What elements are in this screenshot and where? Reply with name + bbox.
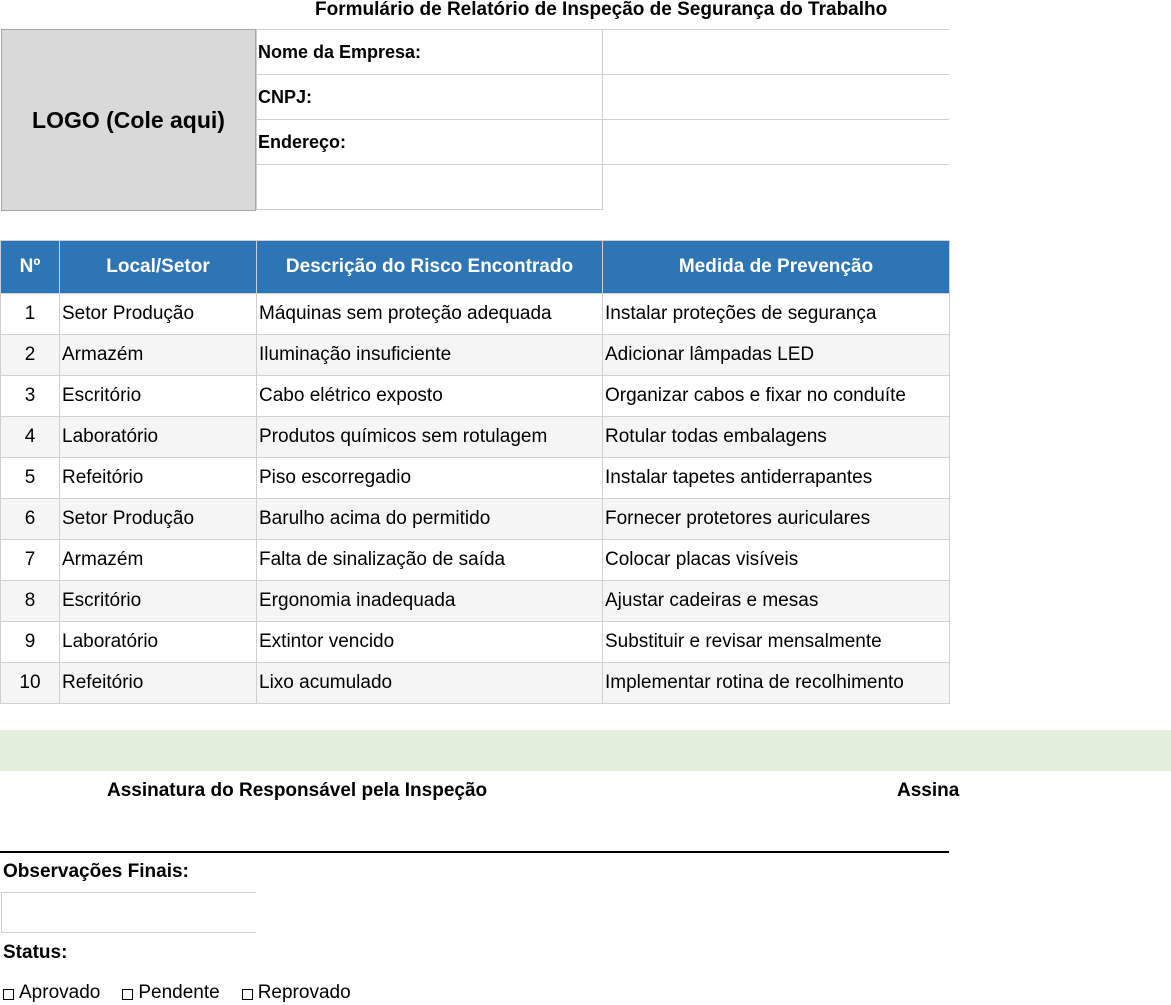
second-signature-container [897, 780, 960, 806]
table-row [1, 458, 950, 499]
company-name-field[interactable] [602, 29, 949, 75]
cnpj-field[interactable] [602, 74, 949, 120]
row-prevention[interactable]: Ajustar cadeiras e mesas [603, 581, 950, 622]
status-option-rejected[interactable] [242, 982, 351, 1004]
table-row [1, 622, 950, 663]
table-row [1, 417, 950, 458]
extra-info-field[interactable] [256, 164, 603, 210]
status-option-label: Aprovado [19, 982, 101, 1003]
row-number[interactable]: 6 [1, 499, 60, 540]
row-risk[interactable]: Ergonomia inadequada [257, 581, 603, 622]
row-local[interactable]: Laboratório [60, 622, 257, 663]
row-local[interactable]: Laboratório [60, 417, 257, 458]
address-label: Endereço: [256, 119, 603, 165]
row-risk[interactable]: Piso escorregadio [257, 458, 603, 499]
status-option-approved[interactable] [3, 982, 100, 1004]
row-prevention[interactable]: Substituir e revisar mensalmente [603, 622, 950, 663]
status-option-label: Pendente [138, 982, 220, 1003]
row-local[interactable]: Refeitório [60, 458, 257, 499]
row-prevention[interactable]: Organizar cabos e fixar no conduíte [603, 376, 950, 417]
header-risk: Descrição do Risco Encontrado [257, 241, 603, 294]
row-prevention[interactable]: Colocar placas visíveis [603, 540, 950, 581]
table-row [1, 294, 950, 335]
address-field[interactable] [602, 119, 949, 165]
status-option-label: Reprovado [257, 982, 351, 1003]
table-header-row [1, 241, 950, 294]
row-risk[interactable]: Extintor vencido [257, 622, 603, 663]
row-local[interactable]: Setor Produção [60, 294, 257, 335]
table-row [1, 499, 950, 540]
checkbox-icon[interactable] [242, 989, 253, 1000]
row-local[interactable]: Escritório [60, 376, 257, 417]
row-risk[interactable]: Cabo elétrico exposto [257, 376, 603, 417]
row-number[interactable]: 4 [1, 417, 60, 458]
row-risk[interactable]: Falta de sinalização de saída [257, 540, 603, 581]
table-row [1, 376, 950, 417]
row-risk[interactable]: Lixo acumulado [257, 663, 603, 704]
row-prevention[interactable]: Fornecer protetores auriculares [603, 499, 950, 540]
status-label: Status: [3, 942, 68, 963]
row-prevention[interactable]: Instalar tapetes antiderrapantes [603, 458, 950, 499]
header-number: Nº [1, 241, 60, 294]
section-divider-band [0, 730, 1171, 771]
page-title: Formulário de Relatório de Inspeção de Segurança do Trabalho [315, 0, 888, 20]
row-number[interactable]: 1 [1, 294, 60, 335]
row-number[interactable]: 7 [1, 540, 60, 581]
row-number[interactable]: 9 [1, 622, 60, 663]
row-local[interactable]: Escritório [60, 581, 257, 622]
row-local[interactable]: Setor Produção [60, 499, 257, 540]
row-number[interactable]: 3 [1, 376, 60, 417]
row-risk[interactable]: Produtos químicos sem rotulagem [257, 417, 603, 458]
page-title-container [0, 0, 948, 22]
row-number[interactable]: 10 [1, 663, 60, 704]
logo-placeholder[interactable]: LOGO (Cole aqui) [1, 29, 256, 211]
company-name-label: Nome da Empresa: [256, 29, 603, 75]
row-risk[interactable]: Barulho acima do permitido [257, 499, 603, 540]
inspector-signature-label: Assinatura do Responsável pela Inspeção [107, 780, 488, 801]
inspection-table [0, 240, 950, 704]
status-options [3, 982, 351, 1004]
signature-line [0, 851, 949, 853]
row-prevention[interactable]: Instalar proteções de segurança [603, 294, 950, 335]
row-number[interactable]: 2 [1, 335, 60, 376]
table-row [1, 540, 950, 581]
row-number[interactable]: 8 [1, 581, 60, 622]
header-prevention: Medida de Prevenção [603, 241, 950, 294]
row-risk[interactable]: Máquinas sem proteção adequada [257, 294, 603, 335]
row-prevention[interactable]: Rotular todas embalagens [603, 417, 950, 458]
row-risk[interactable]: Iluminação insuficiente [257, 335, 603, 376]
cnpj-label: CNPJ: [256, 74, 603, 120]
row-local[interactable]: Armazém [60, 540, 257, 581]
observations-field[interactable] [1, 892, 256, 933]
observations-label: Observações Finais: [3, 861, 189, 882]
table-row [1, 335, 950, 376]
second-signature-label: Assina [897, 780, 960, 801]
table-row [1, 663, 950, 704]
row-local[interactable]: Armazém [60, 335, 257, 376]
checkbox-icon[interactable] [3, 989, 14, 1000]
status-option-pending[interactable] [122, 982, 219, 1004]
row-prevention[interactable]: Implementar rotina de recolhimento [603, 663, 950, 704]
row-number[interactable]: 5 [1, 458, 60, 499]
row-prevention[interactable]: Adicionar lâmpadas LED [603, 335, 950, 376]
table-row [1, 581, 950, 622]
row-local[interactable]: Refeitório [60, 663, 257, 704]
checkbox-icon[interactable] [122, 989, 133, 1000]
header-local: Local/Setor [60, 241, 257, 294]
